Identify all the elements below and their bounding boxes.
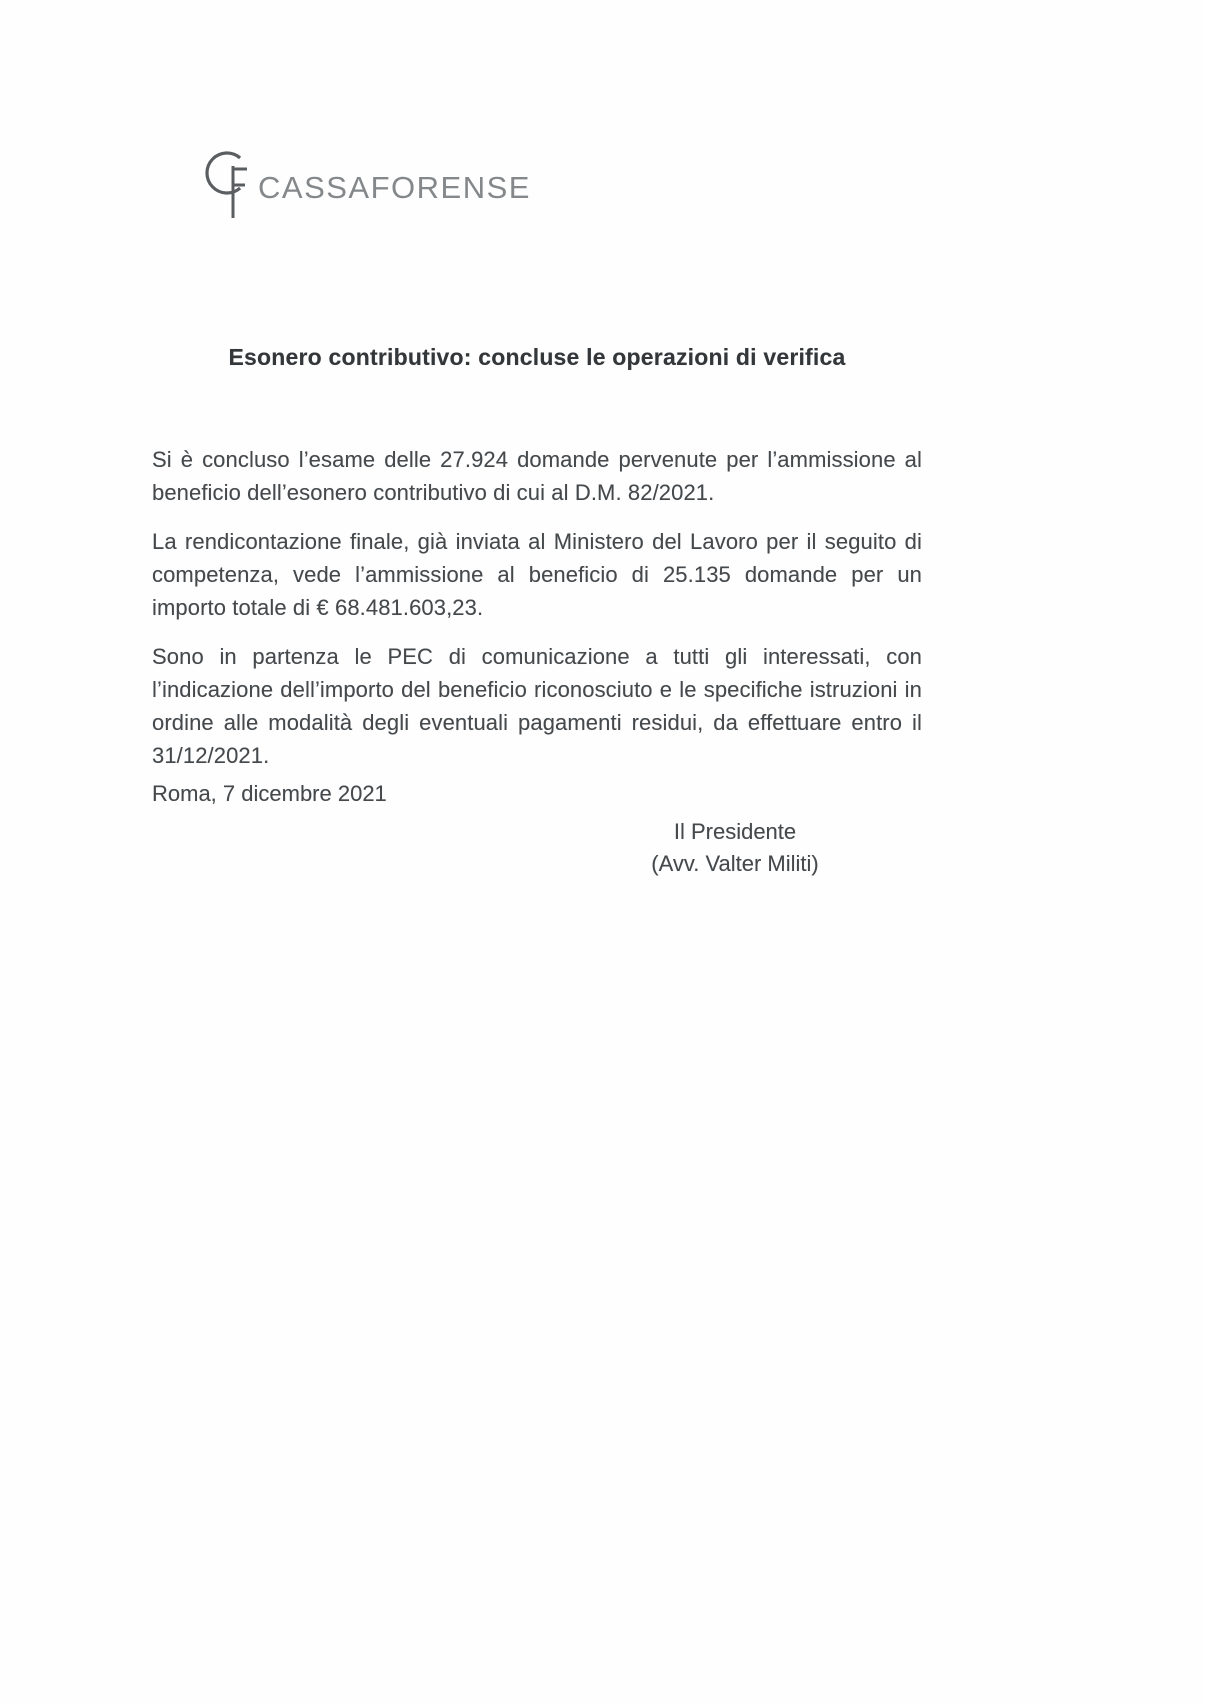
paragraph-rendicontazione-finale: La rendicontazione finale, già inviata al Ministero del Lavoro per il seguito di competenza, vede l’ammissione al beneficio di 25.135 domande per un importo totale di € 68.481.603,23. [152, 529, 922, 620]
dateline: Roma, 7 dicembre 2021 [152, 781, 387, 806]
cassa-forense-logo [204, 146, 531, 222]
signature-name: (Avv. Valter Militi) [651, 851, 819, 876]
signature-role: Il Presidente [673, 819, 797, 844]
cf-monogram-icon [204, 146, 250, 222]
letter-body [152, 443, 922, 788]
logo-wordmark: CASSAFORENSE [258, 170, 531, 205]
document-title: Esonero contributivo: concluse le operazioni di verifica [228, 344, 846, 370]
paragraph-domande-pervenute: Si è concluso l’esame delle 27.924 domande pervenute per l’ammissione al beneficio dell’esonero contributivo di cui al D.M. 82/2021. [152, 447, 922, 505]
signature-block [560, 816, 910, 880]
paragraph-pec-comunicazione: Sono in partenza le PEC di comunicazione a tutti gli interessati, con l’indicazione dell’importo del beneficio riconosciuto e le specifiche istruzioni in ordine alle modalità degli eventuali pagamenti residui, da effettuare entro il 31/12/2021. [152, 644, 922, 768]
